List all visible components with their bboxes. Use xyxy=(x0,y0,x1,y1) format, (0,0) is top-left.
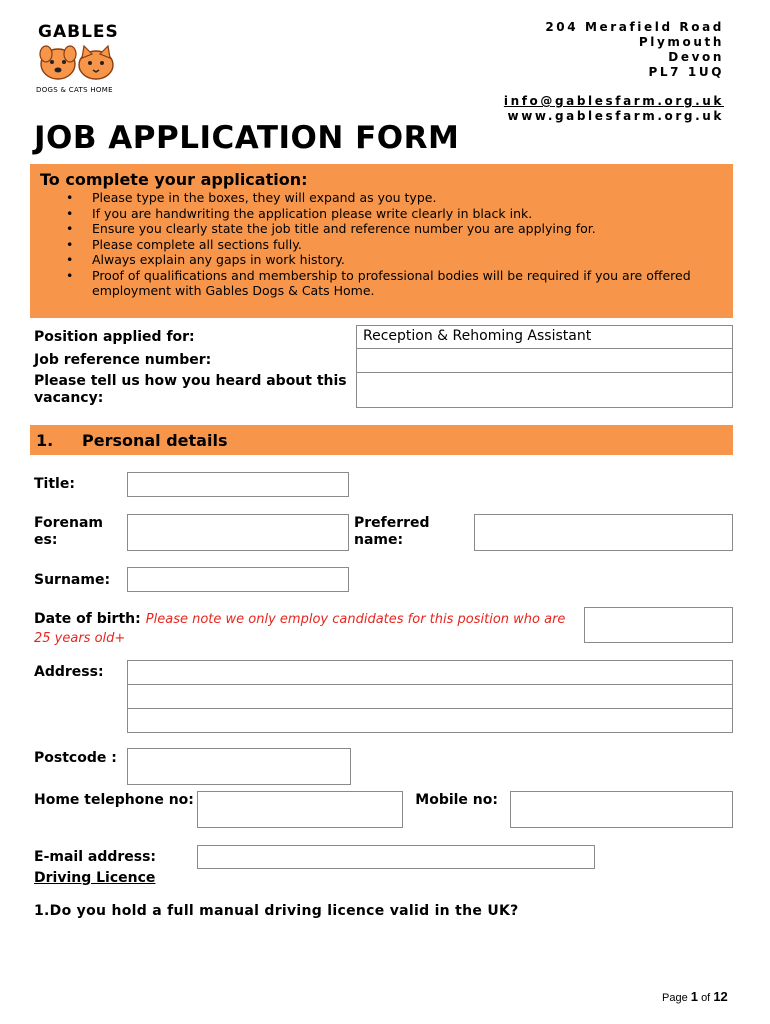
address-line-4: PL7 1UQ xyxy=(648,65,724,79)
surname-label: Surname: xyxy=(34,572,111,588)
address-line-1: 204 Merafield Road xyxy=(545,20,724,34)
preferred-name-label: Preferred name: xyxy=(354,515,430,548)
section-number: 1. xyxy=(36,431,54,450)
job-reference-field[interactable] xyxy=(356,348,733,373)
of-word: of xyxy=(701,992,711,1004)
date-of-birth-label: Date of birth: xyxy=(34,611,141,627)
address-line-2: Plymouth xyxy=(638,35,724,49)
preferred-name-input[interactable] xyxy=(474,514,733,551)
instruction-item: • Please type in the boxes, they will expand as you type. xyxy=(30,190,730,206)
instruction-item: • Ensure you clearly state the job title and reference number you are applying for. xyxy=(30,221,730,237)
date-of-birth-input[interactable] xyxy=(584,607,733,643)
instruction-item: • Please complete all sections fully. xyxy=(30,237,730,253)
home-telephone-input[interactable] xyxy=(197,791,403,828)
position-field[interactable]: Reception & Rehoming Assistant xyxy=(356,325,733,349)
website-link[interactable]: www.gablesfarm.org.uk xyxy=(507,109,724,123)
logo-name: GABLES xyxy=(38,22,119,42)
section-title: Personal details xyxy=(82,431,228,450)
job-reference-label: Job reference number: xyxy=(34,352,212,368)
page-title: JOB APPLICATION FORM xyxy=(34,120,460,156)
instructions-heading: To complete your application: xyxy=(40,170,308,189)
driving-licence-question: 1.Do you hold a full manual driving licence valid in the UK? xyxy=(34,903,519,919)
instruction-item: • Always explain any gaps in work history. xyxy=(30,252,730,268)
surname-input[interactable] xyxy=(127,567,349,592)
postcode-label: Postcode : xyxy=(34,750,117,766)
home-telephone-label: Home telephone no: xyxy=(34,792,194,808)
address-label: Address: xyxy=(34,664,104,680)
address-input-line-1[interactable] xyxy=(127,660,733,685)
page-word: Page xyxy=(662,992,688,1004)
heard-about-label: Please tell us how you heard about this vacancy: xyxy=(34,373,347,406)
age-requirement-note: Please note we only employ candidates for this position who are 25 years old+ xyxy=(34,612,566,646)
email-address-label: E-mail address: xyxy=(34,849,157,865)
date-of-birth-row xyxy=(34,609,574,647)
driving-licence-heading: Driving Licence xyxy=(34,870,156,886)
dog-cat-logo-icon xyxy=(36,44,120,84)
page-number: 1 xyxy=(690,989,698,1004)
address-block xyxy=(464,20,724,124)
title-label: Title: xyxy=(34,476,75,492)
logo-subtitle: DOGS & CATS HOME xyxy=(36,86,113,94)
mobile-input[interactable] xyxy=(510,791,733,828)
title-input[interactable] xyxy=(127,472,349,497)
instruction-item: • If you are handwriting the application please write clearly in black ink. xyxy=(30,206,730,222)
instructions-list xyxy=(30,190,730,299)
page-footer xyxy=(662,989,728,1004)
email-link[interactable]: info@gablesfarm.org.uk xyxy=(503,94,724,108)
address-line-3: Devon xyxy=(668,50,724,64)
forenames-label: Forenam es: xyxy=(34,515,104,548)
section-header-personal-details xyxy=(30,425,733,455)
instructions-panel xyxy=(30,164,733,318)
mobile-label: Mobile no: xyxy=(415,792,498,808)
address-input-line-3[interactable] xyxy=(127,708,733,733)
email-address-input[interactable] xyxy=(197,845,595,869)
position-label: Position applied for: xyxy=(34,329,195,345)
logo xyxy=(34,22,124,96)
postcode-input[interactable] xyxy=(127,748,351,785)
instruction-item: • Proof of qualifications and membership to professional bodies will be required if you are offered employment with Gables Dogs & Cats Home. xyxy=(30,268,730,299)
page-total: 12 xyxy=(713,989,728,1004)
heard-about-field[interactable] xyxy=(356,372,733,408)
address-input-line-2[interactable] xyxy=(127,684,733,709)
forenames-input[interactable] xyxy=(127,514,349,551)
